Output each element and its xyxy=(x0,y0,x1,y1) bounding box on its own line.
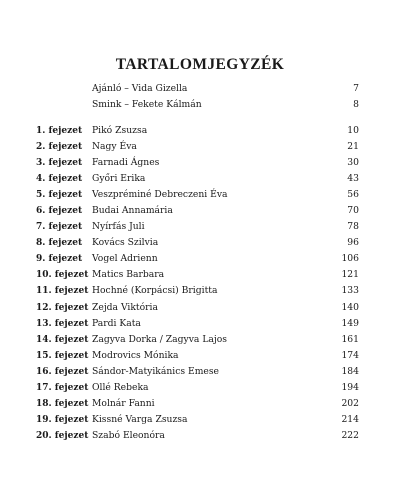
chapter-page: 106 xyxy=(341,253,359,265)
chapter-row xyxy=(36,221,359,237)
chapter-name: Ollé Rebeka xyxy=(92,381,149,393)
chapter-name: Győri Erika xyxy=(92,173,146,185)
chapter-row xyxy=(36,141,359,157)
chapter-name: Veszpréminé Debreczeni Éva xyxy=(92,189,228,201)
chapter-page: 70 xyxy=(347,205,359,217)
chapter-page: 43 xyxy=(347,173,359,185)
entry-name: Ajánló – Vida Gizella xyxy=(92,83,188,94)
chapter-row xyxy=(36,157,359,173)
chapter-row xyxy=(36,285,359,301)
chapter-label: 10. fejezet xyxy=(36,270,89,281)
chapter-row xyxy=(36,350,359,366)
chapter-label: 2. fejezet xyxy=(36,142,83,153)
chapter-name: Modrovics Mónika xyxy=(92,349,179,361)
chapter-page: 96 xyxy=(347,237,359,249)
chapter-row xyxy=(36,414,359,430)
chapter-page: 222 xyxy=(341,429,359,441)
chapter-label: 11. fejezet xyxy=(36,286,89,297)
chapter-page: 214 xyxy=(341,413,359,425)
chapter-row xyxy=(36,125,359,141)
chapter-page: 10 xyxy=(347,125,359,136)
chapter-row xyxy=(36,382,359,398)
chapter-row xyxy=(36,173,359,189)
chapter-page: 30 xyxy=(347,157,359,169)
chapter-label: 1. fejezet xyxy=(36,126,83,136)
chapter-name: Zejda Viktória xyxy=(92,301,158,313)
chapter-page: 140 xyxy=(341,301,359,313)
page-title: TARTALOMJEGYZÉK xyxy=(115,56,285,73)
entry-page: 8 xyxy=(353,99,359,110)
chapter-name: Kissné Varga Zsuzsa xyxy=(92,413,188,425)
chapter-label: 18. fejezet xyxy=(36,398,89,409)
chapter-page: 174 xyxy=(341,349,359,361)
chapter-label: 3. fejezet xyxy=(36,158,83,169)
chapter-name: Vogel Adrienn xyxy=(92,253,158,265)
chapter-row xyxy=(36,205,359,221)
chapter-page: 133 xyxy=(341,285,359,297)
chapter-name: Pikó Zsuzsa xyxy=(92,125,148,136)
chapter-row xyxy=(36,269,359,285)
chapter-page: 184 xyxy=(341,365,359,377)
chapter-name: Sándor-Matyikánics Emese xyxy=(92,365,219,377)
entry-name: Smink – Fekete Kálmán xyxy=(92,99,202,110)
chapter-label: 13. fejezet xyxy=(36,318,89,329)
chapter-page: 78 xyxy=(347,221,359,233)
chapter-row xyxy=(36,302,359,318)
chapter-row xyxy=(36,430,359,446)
chapter-name: Molnár Fanni xyxy=(92,397,155,409)
chapter-page: 161 xyxy=(341,333,359,345)
chapter-label: 14. fejezet xyxy=(36,334,89,345)
chapter-label: 15. fejezet xyxy=(36,350,89,361)
chapter-page: 21 xyxy=(347,141,359,153)
chapter-row xyxy=(36,366,359,382)
chapter-label: 19. fejezet xyxy=(36,414,89,425)
chapter-list xyxy=(36,125,359,446)
front-matter-list xyxy=(92,83,359,115)
chapter-name: Hochné (Korpácsi) Brigitta xyxy=(92,285,218,297)
entry-page: 7 xyxy=(353,83,359,94)
chapter-page: 202 xyxy=(341,397,359,409)
chapter-row xyxy=(36,237,359,253)
front-matter-item xyxy=(92,83,359,99)
chapter-row xyxy=(36,253,359,269)
chapter-row xyxy=(36,398,359,414)
chapter-row xyxy=(36,189,359,205)
chapter-name: Zagyva Dorka / Zagyva Lajos xyxy=(92,333,227,345)
chapter-page: 56 xyxy=(347,189,359,201)
chapter-label: 12. fejezet xyxy=(36,302,89,313)
chapter-label: 16. fejezet xyxy=(36,366,89,377)
chapter-label: 20. fejezet xyxy=(36,430,89,441)
chapter-name: Matics Barbara xyxy=(92,269,165,281)
chapter-row xyxy=(36,318,359,334)
chapter-page: 121 xyxy=(341,269,359,281)
chapter-name: Budai Annamária xyxy=(92,205,173,217)
chapter-row xyxy=(36,334,359,350)
front-matter-item xyxy=(92,99,359,115)
chapter-name: Szabó Eleonóra xyxy=(92,429,165,441)
chapter-page: 149 xyxy=(341,317,359,329)
chapter-label: 6. fejezet xyxy=(36,206,83,217)
chapter-name: Pardi Kata xyxy=(92,317,141,329)
chapter-name: Nyírfás Juli xyxy=(92,221,145,233)
chapter-name: Farnadi Ágnes xyxy=(92,157,160,169)
chapter-label: 5. fejezet xyxy=(36,190,83,201)
chapter-name: Kovács Szilvia xyxy=(92,237,159,249)
chapter-label: 8. fejezet xyxy=(36,238,83,249)
chapter-label: 9. fejezet xyxy=(36,254,83,265)
chapter-label: 7. fejezet xyxy=(36,222,83,233)
chapter-label: 4. fejezet xyxy=(36,174,83,185)
chapter-page: 194 xyxy=(341,381,359,393)
chapter-name: Nagy Éva xyxy=(92,141,137,153)
chapter-label: 17. fejezet xyxy=(36,382,89,393)
